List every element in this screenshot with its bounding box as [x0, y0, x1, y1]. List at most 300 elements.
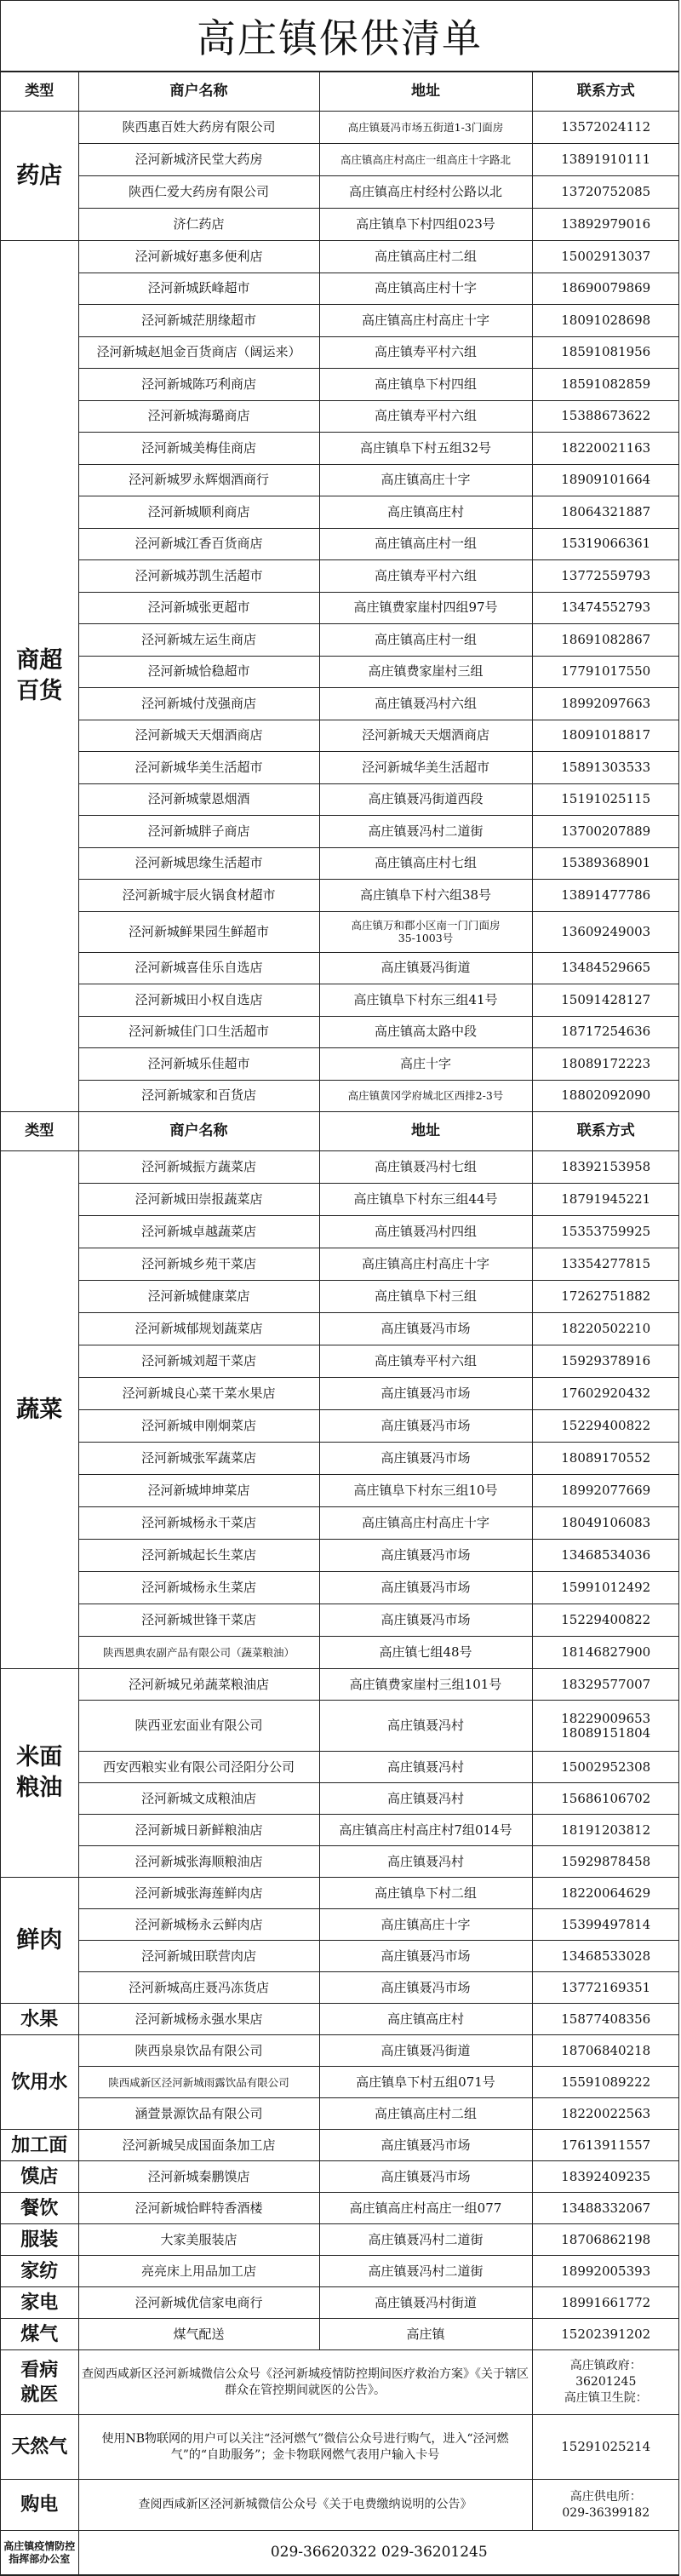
table-row [1, 560, 679, 593]
merchant-phone: 13572024112 [532, 112, 679, 144]
merchant-address: 高庄镇阜下村五组071号 [319, 2067, 532, 2098]
table-row [1, 592, 679, 624]
merchant-phone: 18791945221 [532, 1184, 679, 1216]
table-row [1, 112, 679, 144]
merchant-phone: 18909101664 [532, 464, 679, 496]
category-8: 煤气 [1, 2319, 78, 2350]
table-row [1, 1281, 679, 1313]
merchant-name: 泾河新城杨永云鲜肉店 [78, 1909, 319, 1941]
merchant-phone: 18992077669 [532, 1475, 679, 1507]
merchant-address: 高庄镇寿平村六组 [319, 1345, 532, 1378]
page-title: 高庄镇保供清单 [1, 1, 678, 72]
table-row [1, 1941, 679, 1972]
merchant-phone: 15686106702 [532, 1783, 679, 1815]
table-row [1, 305, 679, 337]
merchant-phone: 18089172223 [532, 1048, 679, 1081]
merchant-name: 泾河新城良心菜干菜水果店 [78, 1378, 319, 1410]
header-phone: 联系方式 [532, 72, 679, 112]
merchant-phone: 18690079869 [532, 273, 679, 305]
merchant-name: 泾河新城好惠多便利店 [78, 241, 319, 273]
table-row [1, 433, 679, 465]
merchant-address: 高庄镇高庄村 [319, 2004, 532, 2035]
category-1: 饮用水 [1, 2035, 78, 2130]
category-4: 餐饮 [1, 2193, 78, 2224]
merchant-phone: 13474552793 [532, 592, 679, 624]
table-row [1, 2224, 679, 2256]
merchant-name: 泾河新城顺利商店 [78, 496, 319, 529]
merchant-address: 高庄镇阜下村六组38号 [319, 880, 532, 912]
table-row [1, 911, 679, 952]
table-row [1, 816, 679, 848]
merchant-phone: 15399497814 [532, 1909, 679, 1941]
merchant-address: 高庄镇高庄村二组 [319, 241, 532, 273]
header-address: 地址 [319, 1112, 532, 1151]
merchant-address: 高庄镇聂冯市场 [319, 1378, 532, 1410]
merchant-phone: 18992005393 [532, 2256, 679, 2287]
merchant-address: 高庄镇聂冯市场 [319, 2161, 532, 2193]
table-row [1, 241, 679, 273]
medical-contact: 高庄镇政府： 36201245 高庄镇卫生院： [532, 2350, 679, 2415]
merchant-name: 陕西咸新区泾河新城雨露饮品有限公司 [78, 2067, 319, 2098]
merchant-phone: 18220022563 [532, 2098, 679, 2130]
merchant-phone: 13772559793 [532, 560, 679, 593]
merchant-address: 高庄镇聂冯村二道街 [319, 816, 532, 848]
merchant-address: 高庄镇高庄村一组 [319, 528, 532, 560]
table-row [1, 1507, 679, 1540]
merchant-phone: 15929378916 [532, 1345, 679, 1378]
merchant-phone: 18220064629 [532, 1878, 679, 1909]
table-row [1, 1972, 679, 2004]
merchant-phone: 15319066361 [532, 528, 679, 560]
category-6: 家纺 [1, 2256, 78, 2287]
merchant-phone: 18191203812 [532, 1815, 679, 1846]
merchant-name: 泾河新城兄弟蔬菜粮油店 [78, 1669, 319, 1701]
merchant-address: 高庄镇高庄村十字 [319, 273, 532, 305]
table-row [1, 2287, 679, 2319]
merchant-address: 高庄镇聂冯村 [319, 1783, 532, 1815]
merchant-phone: 13354277815 [532, 1248, 679, 1281]
merchant-phone: 18049106083 [532, 1507, 679, 1540]
merchant-address: 高庄镇高庄村高庄十字 [319, 1507, 532, 1540]
merchant-address: 高庄镇阜下村三组 [319, 1281, 532, 1313]
merchant-name: 泾河新城华美生活超市 [78, 752, 319, 784]
table-row [1, 1637, 679, 1669]
merchant-address: 高庄镇阜下村东三组41号 [319, 984, 532, 1017]
merchant-name: 陕西恩典农副产品有限公司（蔬菜粮油） [78, 1637, 319, 1669]
merchant-name: 泾河新城罗永辉烟酒商行 [78, 464, 319, 496]
merchant-address: 高庄镇阜下村东三组44号 [319, 1184, 532, 1216]
merchant-name: 涵萱景源饮品有限公司 [78, 2098, 319, 2130]
merchant-name: 泾河新城思缘生活超市 [78, 847, 319, 880]
merchant-name: 大家美服装店 [78, 2224, 319, 2256]
merchant-name: 泾河新城宇辰火锅食材超市 [78, 880, 319, 912]
merchant-address: 高庄镇高庄村高庄村7组014号 [319, 1815, 532, 1846]
merchant-name: 泾河新城杨永生菜店 [78, 1572, 319, 1604]
merchant-name: 泾河新城海璐商店 [78, 400, 319, 433]
header-type: 类型 [1, 72, 78, 112]
merchant-address: 高庄镇费家崖村三组101号 [319, 1669, 532, 1701]
table-row [1, 496, 679, 529]
gas-note: 使用NB物联网的用户可以关注“泾河燃气”微信公众号进行购气，进入“泾河燃气”的“自助服务”；金卡物联网燃气表用户输入卡号 [78, 2415, 532, 2480]
merchant-phone: 15591089222 [532, 2067, 679, 2098]
merchant-name: 泾河新城喜佳乐自选店 [78, 952, 319, 984]
merchant-name: 泾河新城田崇报蔬菜店 [78, 1184, 319, 1216]
merchant-address: 高庄镇寿平村六组 [319, 400, 532, 433]
merchant-phone: 15991012492 [532, 1572, 679, 1604]
merchant-name: 西安西粮实业有限公司泾阳分公司 [78, 1752, 319, 1783]
merchant-address: 高庄镇聂冯村 [319, 1752, 532, 1783]
merchant-name: 泾河新城跃峰超市 [78, 273, 319, 305]
merchant-name: 泾河新城坤坤菜店 [78, 1475, 319, 1507]
merchant-name: 泾河新城胖子商店 [78, 816, 319, 848]
merchant-address: 高庄镇高庄村一组 [319, 624, 532, 657]
merchant-phone: 13700207889 [532, 816, 679, 848]
table-row [1, 369, 679, 401]
category-3: 馍店 [1, 2161, 78, 2193]
merchant-address: 高庄镇阜下村东三组10号 [319, 1475, 532, 1507]
merchant-address: 高庄镇聂冯市场 [319, 1313, 532, 1345]
merchant-name: 泾河新城吴成国面条加工店 [78, 2130, 319, 2161]
merchant-phone: 18220502210 [532, 1313, 679, 1345]
merchant-phone: 15002913037 [532, 241, 679, 273]
merchant-address: 高庄镇七组48号 [319, 1637, 532, 1669]
merchant-name: 泾河新城美梅佳商店 [78, 433, 319, 465]
table-row [1, 1016, 679, 1048]
merchant-phone: 15353759925 [532, 1216, 679, 1248]
table-row [1, 1604, 679, 1637]
merchant-address: 高庄镇高庄村二组 [319, 2098, 532, 2130]
merchant-address: 高庄镇聂冯村七组 [319, 1151, 532, 1184]
merchant-phone: 13488332067 [532, 2193, 679, 2224]
table-row [1, 1080, 679, 1112]
merchant-name: 泾河新城日新鲜粮油店 [78, 1815, 319, 1846]
merchant-phone: 18146827900 [532, 1637, 679, 1669]
footer-row [1, 2531, 679, 2575]
footer-phones: 029-36620322 029-36201245 [78, 2531, 679, 2575]
merchant-name: 泾河新城济民堂大药房 [78, 144, 319, 176]
merchant-address: 高庄镇聂冯市场 [319, 1972, 532, 2004]
merchant-address: 高庄镇聂冯村六组 [319, 688, 532, 720]
merchant-name: 泾河新城秦鹏馍店 [78, 2161, 319, 2193]
merchant-name: 泾河新城田小权自选店 [78, 984, 319, 1017]
merchant-phone: 18706862198 [532, 2224, 679, 2256]
merchant-phone: 18991661772 [532, 2287, 679, 2319]
merchant-address: 高庄镇阜下村四组 [319, 369, 532, 401]
merchant-name: 泾河新城振方蔬菜店 [78, 1151, 319, 1184]
table-row [1, 688, 679, 720]
table-row [1, 1216, 679, 1248]
merchant-name: 泾河新城申刚炯菜店 [78, 1410, 319, 1443]
merchant-phone: 15929878458 [532, 1846, 679, 1878]
merchant-address: 泾河新城天天烟酒商店 [319, 720, 532, 752]
merchant-address: 高庄镇聂冯市场 [319, 2130, 532, 2161]
merchant-phone: 18392153958 [532, 1151, 679, 1184]
category-medical: 看病 就医 [1, 2350, 78, 2415]
merchant-phone: 17791017550 [532, 656, 679, 688]
header-phone: 联系方式 [532, 1112, 679, 1151]
header-name: 商户名称 [78, 1112, 319, 1151]
table-row [1, 1878, 679, 1909]
merchant-name: 泾河新城恰稳超市 [78, 656, 319, 688]
merchant-address: 高庄镇高庄村高庄十字 [319, 1248, 532, 1281]
category-5: 服装 [1, 2224, 78, 2256]
merchant-name: 陕西泉泉饮品有限公司 [78, 2035, 319, 2067]
merchant-address: 高庄镇聂冯村二道街 [319, 2256, 532, 2287]
table-row [1, 1048, 679, 1081]
merchant-address: 高庄镇高庄村七组 [319, 847, 532, 880]
table-row [1, 656, 679, 688]
table-row [1, 1184, 679, 1216]
merchant-phone: 18229009653 18089151804 [532, 1701, 679, 1752]
merchant-phone: 13609249003 [532, 911, 679, 952]
gas-row [1, 2415, 679, 2480]
table-row [1, 273, 679, 305]
merchant-phone: 13772169351 [532, 1972, 679, 2004]
merchant-name: 泾河新城天天烟酒商店 [78, 720, 319, 752]
merchant-address: 高庄镇聂冯街道 [319, 2035, 532, 2067]
merchant-address: 高庄镇黄冈学府城北区西排2-3号 [319, 1080, 532, 1112]
table-row [1, 176, 679, 209]
power-contact: 高庄供电所： 029-36399182 [532, 2480, 679, 2531]
merchant-name: 泾河新城家和百货店 [78, 1080, 319, 1112]
category-grocery: 商超 百货 [1, 241, 78, 1112]
table-row [1, 1815, 679, 1846]
merchant-phone: 18091028698 [532, 305, 679, 337]
merchant-name: 泾河新城起长生菜店 [78, 1540, 319, 1572]
merchant-name: 陕西仁爱大药房有限公司 [78, 176, 319, 209]
table-row [1, 1701, 679, 1752]
merchant-phone: 18329577007 [532, 1669, 679, 1701]
merchant-name: 泾河新城张海顺粮油店 [78, 1846, 319, 1878]
merchant-address: 高庄镇聂冯市场 [319, 1443, 532, 1475]
table-row [1, 400, 679, 433]
merchant-address: 高庄镇聂冯市场 [319, 1540, 532, 1572]
merchant-address: 高庄镇 [319, 2319, 532, 2350]
merchant-phone: 15229400822 [532, 1410, 679, 1443]
merchant-name: 泾河新城张军蔬菜店 [78, 1443, 319, 1475]
merchant-address: 高庄镇聂冯街道 [319, 952, 532, 984]
merchant-address: 高庄镇费家崖村三组 [319, 656, 532, 688]
table-row [1, 1669, 679, 1701]
category-0: 水果 [1, 2004, 78, 2035]
category-pharmacy: 药店 [1, 112, 78, 241]
table-row [1, 1540, 679, 1572]
merchant-name: 泾河新城高庄聂冯冻货店 [78, 1972, 319, 2004]
merchant-name: 亮亮床上用品加工店 [78, 2256, 319, 2287]
table-row [1, 464, 679, 496]
table-row [1, 624, 679, 657]
merchant-name: 泾河新城佳门口生活超市 [78, 1016, 319, 1048]
header-type: 类型 [1, 1112, 78, 1151]
table-row [1, 1313, 679, 1345]
merchant-name: 泾河新城乡苑干菜店 [78, 1248, 319, 1281]
medical-row [1, 2350, 679, 2415]
merchant-phone: 18717254636 [532, 1016, 679, 1048]
merchant-name: 泾河新城张海莲鲜肉店 [78, 1878, 319, 1909]
merchant-phone: 18064321887 [532, 496, 679, 529]
merchant-name: 泾河新城卓越蔬菜店 [78, 1216, 319, 1248]
table-row [1, 847, 679, 880]
merchant-phone: 18691082867 [532, 624, 679, 657]
merchant-phone: 15091428127 [532, 984, 679, 1017]
merchant-address: 高庄镇高庄村高庄十字 [319, 305, 532, 337]
merchant-phone: 13892979016 [532, 209, 679, 241]
merchant-phone: 15389368901 [532, 847, 679, 880]
merchant-name: 泾河新城郁规划蔬菜店 [78, 1313, 319, 1345]
header-row [1, 1112, 679, 1151]
merchant-address: 高庄镇聂冯村 [319, 1846, 532, 1878]
table-row [1, 783, 679, 816]
merchant-phone: 17602920432 [532, 1378, 679, 1410]
merchant-phone: 15002952308 [532, 1752, 679, 1783]
merchant-phone: 18091018817 [532, 720, 679, 752]
table-row [1, 528, 679, 560]
merchant-phone: 15891303533 [532, 752, 679, 784]
merchant-name: 泾河新城刘超干菜店 [78, 1345, 319, 1378]
table-row [1, 2067, 679, 2098]
table-row [1, 880, 679, 912]
merchant-address: 高庄十字 [319, 1048, 532, 1081]
merchant-phone: 15877408356 [532, 2004, 679, 2035]
gas-phone: 15291025214 [532, 2415, 679, 2480]
merchant-address: 高庄镇聂冯市场五街道1-3门面房 [319, 112, 532, 144]
merchant-address: 高庄镇高庄村 [319, 496, 532, 529]
merchant-address: 高庄镇高庄村高庄一组077 [319, 2193, 532, 2224]
merchant-address: 高庄镇阜下村五组32号 [319, 433, 532, 465]
table-row [1, 1410, 679, 1443]
table-row [1, 2130, 679, 2161]
table-row [1, 1752, 679, 1783]
table-row [1, 1783, 679, 1815]
table-row [1, 2098, 679, 2130]
merchant-name: 泾河新城鲜果园生鲜超市 [78, 911, 319, 952]
merchant-phone: 13468533028 [532, 1941, 679, 1972]
merchant-name: 泾河新城优信家电商行 [78, 2287, 319, 2319]
merchant-name: 泾河新城苏凯生活超市 [78, 560, 319, 593]
merchant-phone: 18802092090 [532, 1080, 679, 1112]
merchant-name: 泾河新城陈巧利商店 [78, 369, 319, 401]
merchant-address: 高庄镇阜下村四组023号 [319, 209, 532, 241]
table-row [1, 144, 679, 176]
table-row [1, 1475, 679, 1507]
footer-office: 高庄镇疫情防控指挥部办公室 [1, 2531, 78, 2575]
merchant-phone: 18591081956 [532, 336, 679, 369]
merchant-address: 高庄镇寿平村六组 [319, 560, 532, 593]
merchant-name: 泾河新城田联营肉店 [78, 1941, 319, 1972]
merchant-name: 泾河新城赵旭金百货商店（阔运来） [78, 336, 319, 369]
merchant-address: 高庄镇聂冯市场 [319, 1410, 532, 1443]
merchant-address: 高庄镇高庄村经村公路以北 [319, 176, 532, 209]
merchant-phone: 15202391202 [532, 2319, 679, 2350]
table-row [1, 2004, 679, 2035]
medical-note: 查阅西咸新区泾河新城微信公众号《泾河新城疫情防控期间医疗救治方案》《关于辖区群众在管控期间就医的公告》。 [78, 2350, 532, 2415]
merchant-address: 高庄镇聂冯市场 [319, 1941, 532, 1972]
category-vegetable: 蔬菜 [1, 1151, 78, 1669]
table-row [1, 720, 679, 752]
merchant-name: 泾河新城恰畔特香酒楼 [78, 2193, 319, 2224]
category-2: 加工面 [1, 2130, 78, 2161]
merchant-phone: 15191025115 [532, 783, 679, 816]
merchant-address: 高庄镇阜下村二组 [319, 1878, 532, 1909]
merchant-phone: 17262751882 [532, 1281, 679, 1313]
table-row [1, 752, 679, 784]
merchant-phone: 18591082859 [532, 369, 679, 401]
merchant-phone: 15388673622 [532, 400, 679, 433]
merchant-name: 陕西惠百姓大药房有限公司 [78, 112, 319, 144]
merchant-name: 泾河新城茫朋缘超市 [78, 305, 319, 337]
table-row [1, 952, 679, 984]
category-gas: 天然气 [1, 2415, 78, 2480]
merchant-address: 高庄镇高庄村高庄一组高庄十字路北 [319, 144, 532, 176]
merchant-phone: 13484529665 [532, 952, 679, 984]
merchant-name: 泾河新城左运生商店 [78, 624, 319, 657]
merchant-address: 高庄镇聂冯村四组 [319, 1216, 532, 1248]
merchant-phone: 13468534036 [532, 1540, 679, 1572]
table-row [1, 1909, 679, 1941]
merchant-address: 高庄镇高庄十字 [319, 1909, 532, 1941]
merchant-phone: 18220021163 [532, 433, 679, 465]
header-row [1, 72, 679, 112]
header-name: 商户名称 [78, 72, 319, 112]
table-row [1, 336, 679, 369]
merchant-name: 泾河新城杨永干菜店 [78, 1507, 319, 1540]
table-row [1, 2161, 679, 2193]
table-row [1, 1572, 679, 1604]
merchant-phone: 18992097663 [532, 688, 679, 720]
merchant-name: 泾河新城杨永强水果店 [78, 2004, 319, 2035]
table-row [1, 1151, 679, 1184]
power-note: 查阅西咸新区泾河新城微信公众号《关于电费缴纳说明的公告》 [78, 2480, 532, 2531]
merchant-name: 济仁药店 [78, 209, 319, 241]
table-row [1, 1443, 679, 1475]
category-meat: 鲜肉 [1, 1878, 78, 2004]
table-row [1, 1345, 679, 1378]
merchant-address: 高庄镇高庄十字 [319, 464, 532, 496]
header-address: 地址 [319, 72, 532, 112]
table-row [1, 2193, 679, 2224]
power-row [1, 2480, 679, 2531]
table-row [1, 984, 679, 1017]
merchant-address: 高庄镇聂冯市场 [319, 1604, 532, 1637]
merchant-phone: 18089170552 [532, 1443, 679, 1475]
table-row [1, 2319, 679, 2350]
merchant-phone: 13891477786 [532, 880, 679, 912]
merchant-name: 泾河新城蒙恩烟酒 [78, 783, 319, 816]
table-row [1, 209, 679, 241]
merchant-address: 高庄镇聂冯村街道 [319, 2287, 532, 2319]
merchant-phone: 13891910111 [532, 144, 679, 176]
merchant-name: 泾河新城文成粮油店 [78, 1783, 319, 1815]
merchant-address: 高庄镇万和郡小区南一门门面房 35-1003号 [319, 911, 532, 952]
table-row [1, 2035, 679, 2067]
merchant-phone: 13720752085 [532, 176, 679, 209]
table-row [1, 2256, 679, 2287]
merchant-phone: 18392409235 [532, 2161, 679, 2193]
merchant-phone: 15229400822 [532, 1604, 679, 1637]
table-row [1, 1846, 679, 1878]
merchant-name: 煤气配送 [78, 2319, 319, 2350]
table-row [1, 1378, 679, 1410]
merchant-phone: 18706840218 [532, 2035, 679, 2067]
merchant-name: 泾河新城世锋干菜店 [78, 1604, 319, 1637]
merchant-address: 高庄镇聂冯街道西段 [319, 783, 532, 816]
merchant-phone: 17613911557 [532, 2130, 679, 2161]
category-power: 购电 [1, 2480, 78, 2531]
category-grain: 米面 粮油 [1, 1669, 78, 1878]
merchant-address: 高庄镇寿平村六组 [319, 336, 532, 369]
merchant-address: 高庄镇聂冯村二道街 [319, 2224, 532, 2256]
merchant-address: 高庄镇高太路中段 [319, 1016, 532, 1048]
